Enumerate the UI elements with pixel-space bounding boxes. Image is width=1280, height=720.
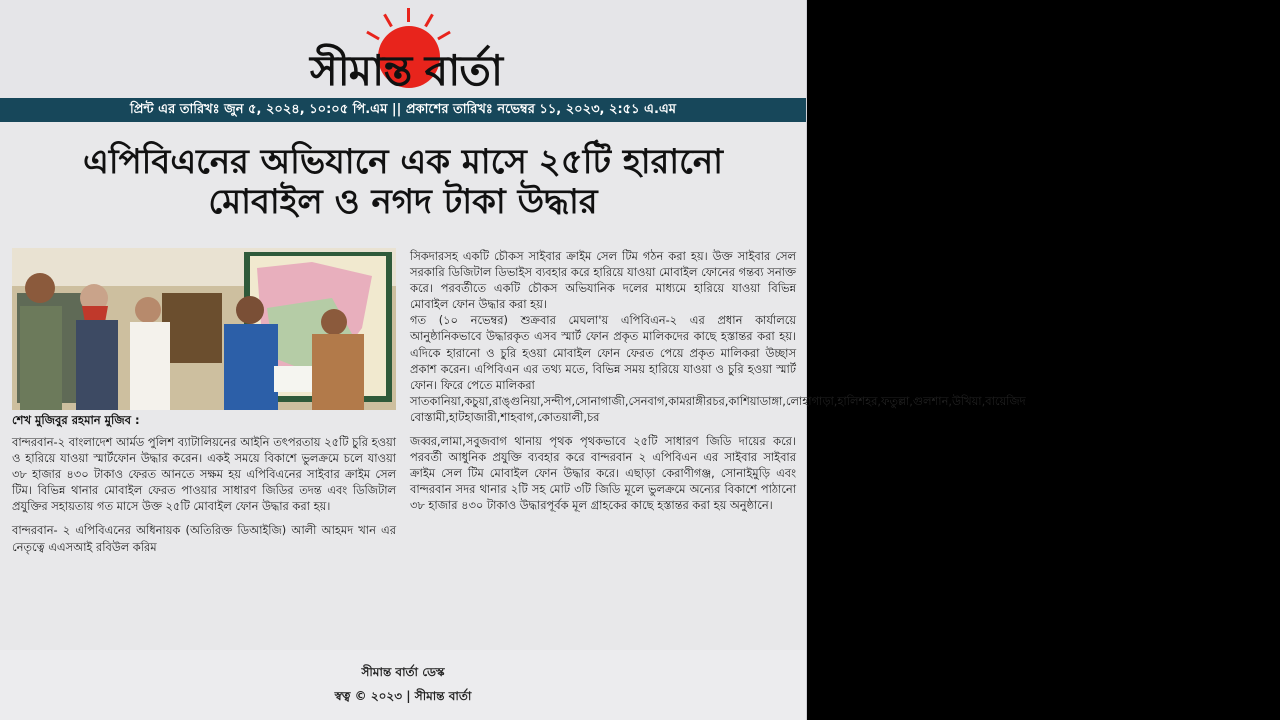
- sun-ray: [407, 8, 410, 22]
- footer-desk-credit: সীমান্ত বার্তা ডেস্ক: [361, 665, 445, 679]
- photo-caption: শেখ মুজিবুর রহমান মুজিব :: [12, 413, 140, 427]
- sun-ray: [383, 14, 393, 28]
- article-paragraph: গত (১০ নভেম্বর) শুক্রবার মেঘলা'য় এপিবিএন-২ এর প্রধান কার্যালয়ে আনুষ্ঠানিকভাবে উদ্ধারকৃত এসব স্মার্ট ফোন প্রকৃত মালিকদের কাছে হস্তান্তর করা হয়। এদিকে হারানো ও চুরি হওয়া মোবাইল ফোন ফেরত পেয়ে প্রকৃত মালিকরা উচ্ছাস প্রকাশ করেন। এপিবিএন এর তথ্য মতে, বিভিন্ন সময় হারিয়ে যাওয়া ও চুরি হওয়া স্মার্ট ফোন। ফিরে পেতে মালিকরা: [410, 313, 796, 392]
- article-photo: [12, 248, 396, 410]
- article-headline: এপিবিএনের অভিযানে এক মাসে ২৫টি হারানো মোবাইল ও নগদ টাকা উদ্ধার: [83, 142, 723, 222]
- article-paragraph: বান্দরবান- ২ এপিবিএনের অধিনায়ক (অতিরিক্ত ডিআইজি) আলী আহমদ খান এর নেতৃত্বে এএসআই রবিউল করিম: [12, 523, 396, 554]
- places-list-line: বোস্তামী,হাটহাজারী,শাহবাগ,কোতয়ালী,চর: [410, 409, 600, 424]
- site-logo[interactable]: [256, 8, 556, 94]
- article-paragraph: বান্দরবান-২ বাংলাদেশ আর্মড পুলিশ ব্যাটালিয়নের আইনি তৎপরতায় ২৫টি চুরি হওয়া ও হারিয়ে যাওয়া স্মার্টফোন উদ্ধার করেন। একই সময়ে বিকাশে ভুলক্রমে চলে যাওয়া ৩৮ হাজার ৪৩০ টাকাও ফেরত আনতে সক্ষম হয় এপিবিএনের সাইবার ক্রাইম সেল টিম। বিভিন্ন থানার মোবাইল ফেরত পাওয়ার সাধারণ জিডির তদন্ত এবং ডিজিটাল প্রযুক্তির সহায়তায় গত মাসে উক্ত ২৫টি মোবাইল ফোন উদ্ধার করা হয়।: [12, 435, 396, 514]
- article-paragraph: সিকদারসহ একটি চৌকস সাইবার ক্রাইম সেল টিম গঠন করা হয়। উক্ত সাইবার সেল সরকারি ডিজিটাল ডিভাইস ব্যবহার করে হারিয়ে যাওয়া মোবাইল ফোনের গন্তব্য সনাক্ত করে। পরবর্তীতে একটি চৌকস অভিযানিক দলের মাধ্যমে হারিয়ে যাওয়া বিভিন্ন মোবাইল ফোন উদ্ধার করা হয়।: [410, 249, 796, 312]
- masthead: [0, 0, 806, 98]
- article-column-right: [410, 248, 1026, 514]
- article-column-left: [12, 434, 396, 563]
- places-list-line: সাতকানিয়া,কচুয়া,রাঙ্গুনিয়া,সন্দীপ,সোনাগাজী,সেনবাগ,কামরাঙ্গীরচর,কাশিয়াডাঙ্গা,লোহাগাড়া,হালিশহর,ফতুল্লা,গুলশান,উখিয়া,বায়েজিদ: [410, 393, 1026, 408]
- article-photo-image: [12, 248, 396, 410]
- article-paragraph: জব্বর,লামা,সবুজবাগ থানায় পৃথক পৃথকভাবে ২৫টি সাধারণ জিডি দায়ের করে। পরবর্তী আধুনিক প্রযুক্তি ব্যবহার করে বান্দরবান ২ এপিবিএন এর সাইবার সাইবার ক্রাইম সেল টিম মোবাইল ফোন উদ্ধার করে। এছাড়া কেরাণীগঞ্জ, সোনাইমুড়ি এবং বান্দরবান সদর থানার ২টি সহ মোট ৩টি জিডি মূলে ভুলক্রমে অন্যের বিকাশে পাঠানো ৩৮ হাজার ৪৩০ টাকাও উদ্ধারপূর্বক মূল গ্রাহকের কাছে হস্তান্তর করা হয় অনুষ্ঠানে।: [410, 434, 796, 513]
- page-footer: [0, 650, 806, 720]
- print-date-bar: প্রিন্ট এর তারিখঃ জুন ৫, ২০২৪, ১০:০৫ পি.এম || প্রকাশের তারিখঃ নভেম্বর ১১, ২০২৩, ২:৫১ এ.এম: [0, 98, 806, 122]
- logo-wordmark: সীমান্ত বার্তা: [309, 46, 503, 95]
- sun-ray: [424, 14, 434, 28]
- footer-copyright: স্বত্ব © ২০২৩ | সীমান্ত বার্তা: [334, 689, 472, 703]
